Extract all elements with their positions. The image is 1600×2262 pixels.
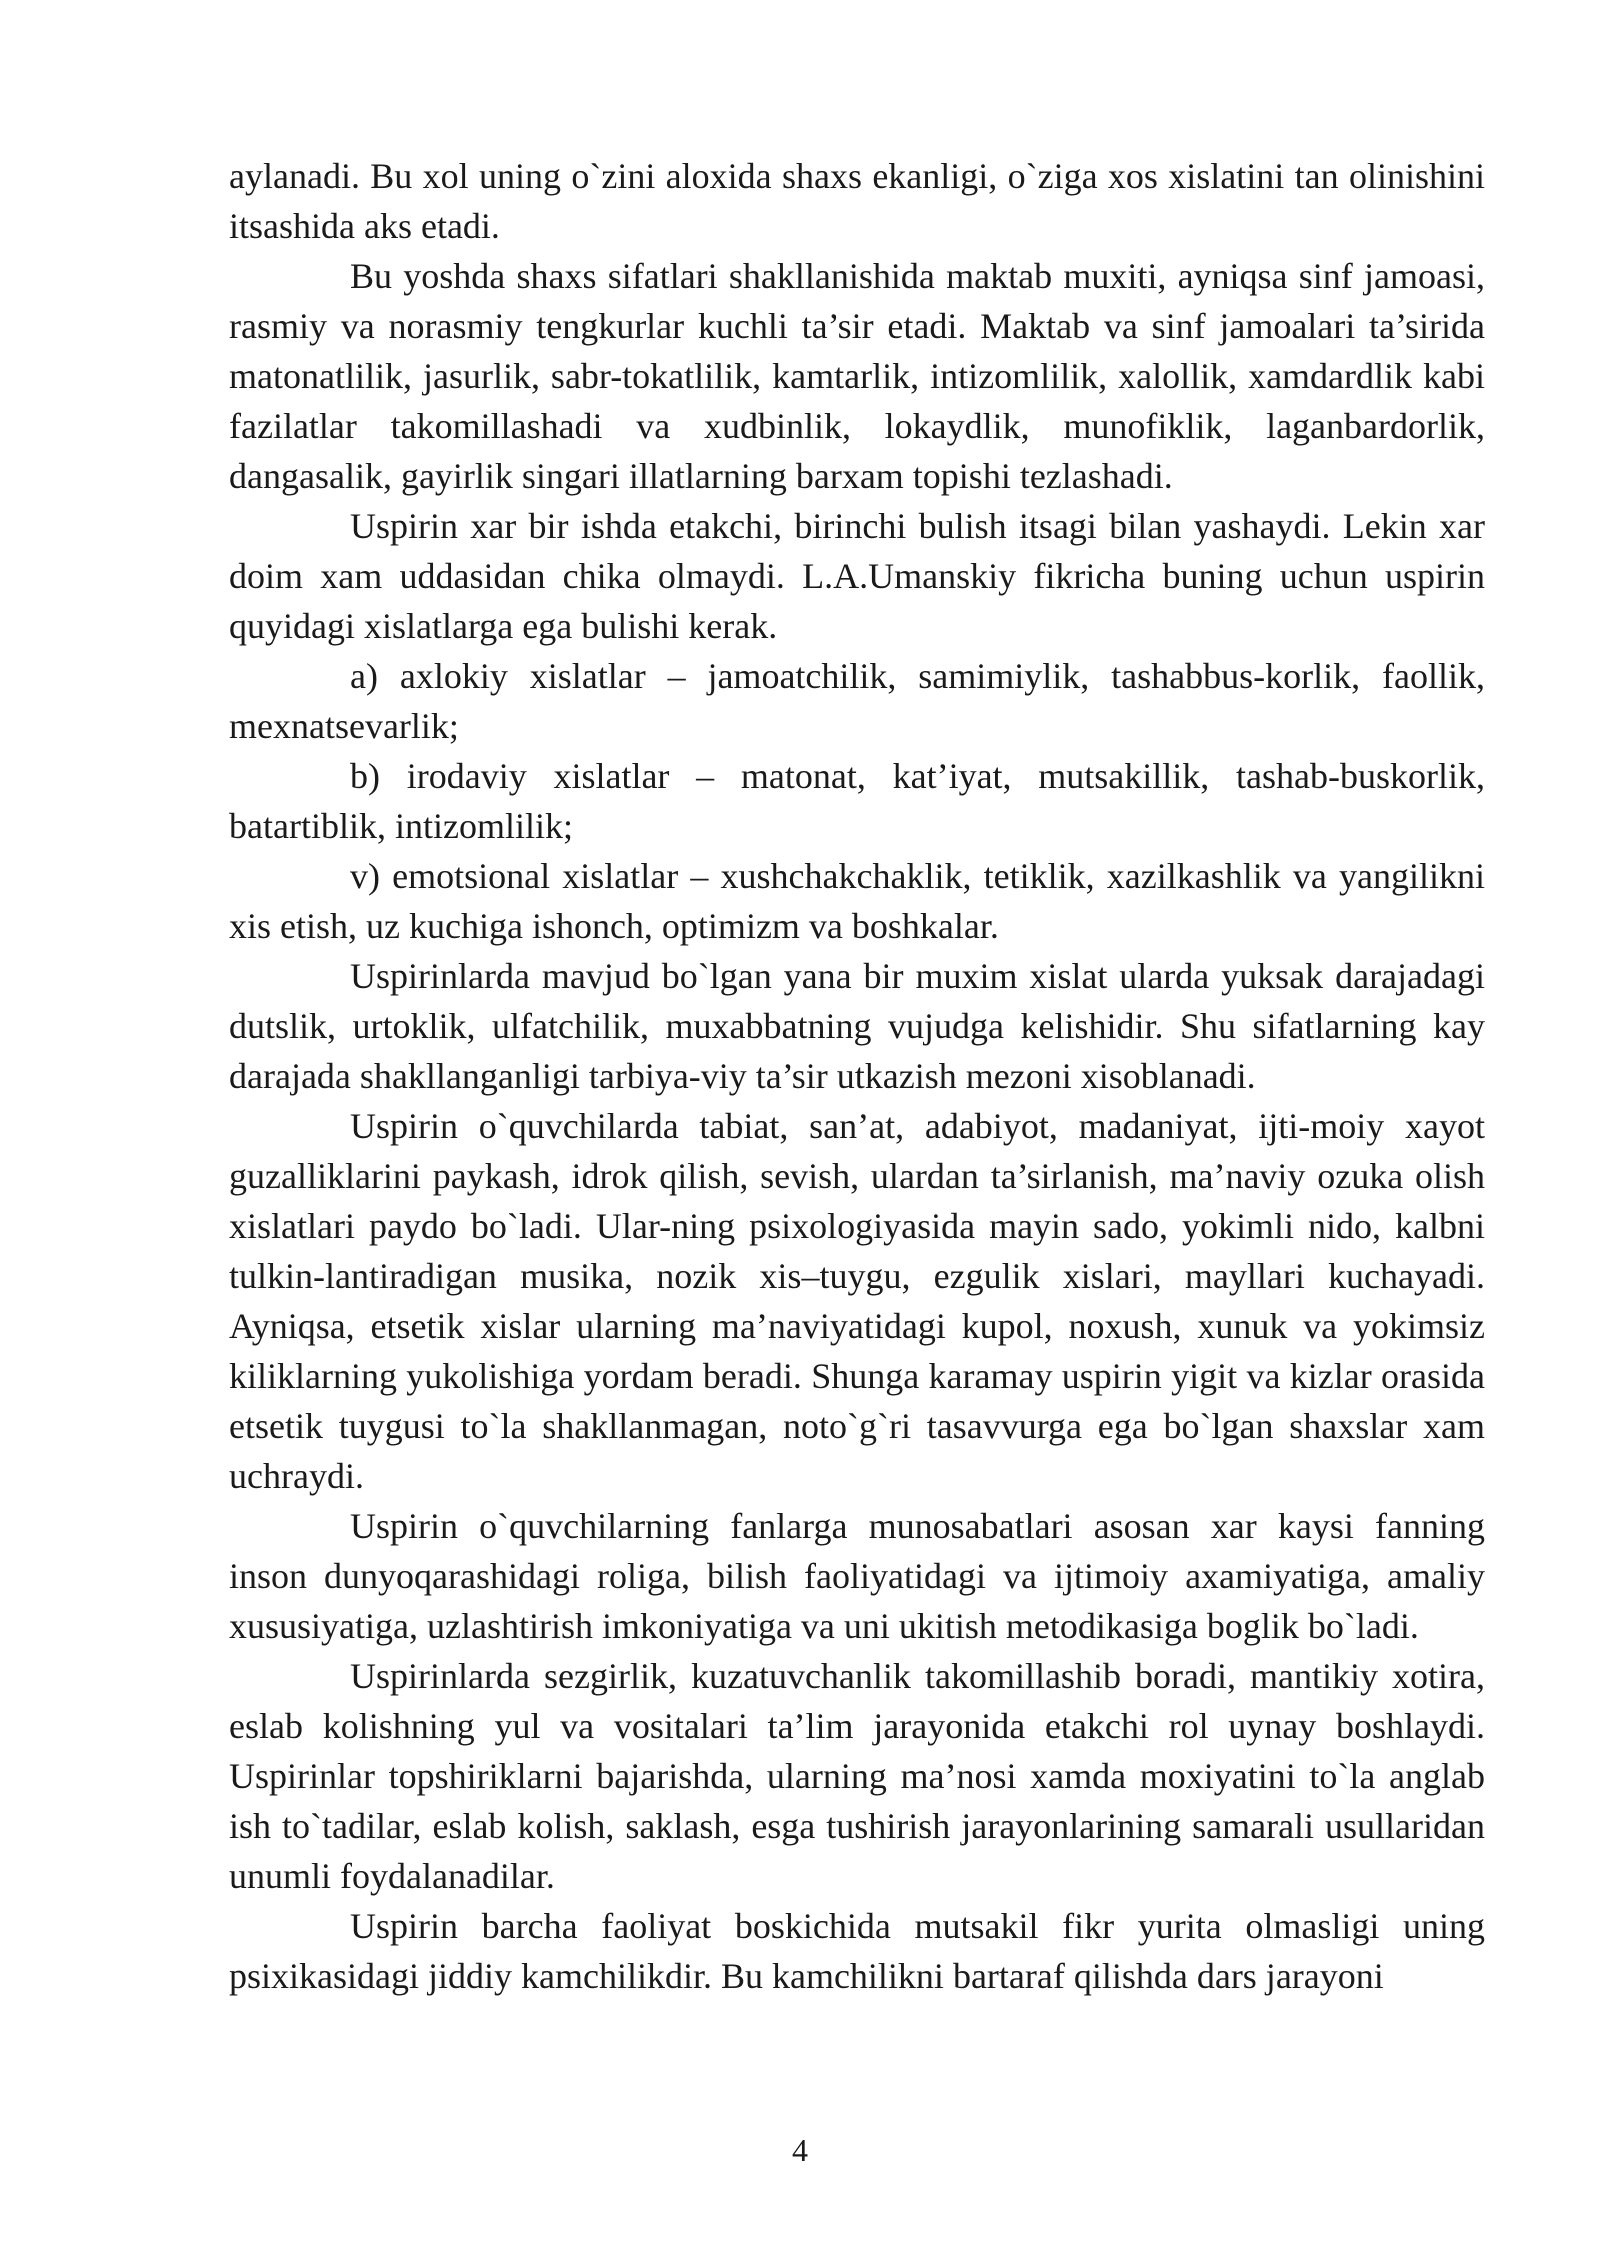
paragraph: Uspirin o`quvchilarda tabiat, san’at, adabiyot, madaniyat, ijti-moiy xayot guzalliklarini paykash, idrok qilish, sevish, ulardan ta’sirlanish, ma’naviy ozuka olish xislatlari paydo bo`ladi. Ular-ning psixologiyasida mayin sado, yokimli nido, kalbni tulkin-lantiradigan musika, nozik xis–tuygu, ezgulik xislari, mayllari kuchayadi. Ayniqsa, etsetik xislar ularning ma’naviyatidagi kupol, noxush, xunuk va yokimsiz kiliklarning yukolishiga yordam beradi. Shunga karamay uspirin yigit va kizlar orasida etsetik tuygusi to`la shakllanmagan, noto`g`ri tasavvurga ega bo`lgan shaxslar xam uchraydi.	[229, 1106, 1485, 1496]
paragraph: Uspirin o`quvchilarning fanlarga munosabatlari asosan xar kaysi fanning inson dunyoqarashidagi roliga, bilish faoliyatidagi va ijtimoiy axamiyatiga, amaliy xususiyatiga, uzlashtirish imkoniyatiga va uni ukitish metodikasiga boglik bo`ladi.	[229, 1506, 1485, 1646]
list-item-b: b) irodaviy xislatlar – matonat, kat’iyat, mutsakillik, tashab-buskorlik, batartiblik, intizomlilik;	[229, 756, 1485, 846]
paragraph-continued: aylanadi. Bu xol uning o`zini aloxida shaxs ekanligi, o`ziga xos xislatini tan olinishini itsashida aks etadi.	[229, 156, 1485, 246]
list-item-v: v) emotsional xislatlar – xushchakchaklik, tetiklik, xazilkashlik va yangilikni xis etish, uz kuchiga ishonch, optimizm va boshkalar.	[229, 856, 1485, 946]
list-item-a: a) axlokiy xislatlar – jamoatchilik, samimiylik, tashabbus-korlik, faollik, mexnatsevarlik;	[229, 656, 1485, 746]
paragraph: Uspirinlarda mavjud bo`lgan yana bir muxim xislat ularda yuksak darajadagi dutslik, urtoklik, ulfatchilik, muxabbatning vujudga kelishidir. Shu sifatlarning kay darajada shakllanganligi tarbiya-viy ta’sir utkazish mezoni xisoblanadi.	[229, 956, 1485, 1096]
paragraph: Bu yoshda shaxs sifatlari shakllanishida maktab muxiti, ayniqsa sinf jamoasi, rasmiy va norasmiy tengkurlar kuchli ta’sir etadi. Maktab va sinf jamoalari ta’sirida matonatlilik, jasurlik, sabr-tokatlilik, kamtarlik, intizomlilik, xalollik, xamdardlik kabi fazilatlar takomillashadi va xudbinlik, lokaydlik, munofiklik, laganbardorlik, dangasalik, gayirlik singari illatlarning barxam topishi tezlashadi.	[229, 256, 1485, 496]
page-number: 4	[792, 2132, 808, 2168]
paragraph: Uspirin barcha faoliyat boskichida mutsakil fikr yurita olmasligi uning psixikasidagi jiddiy kamchilikdir. Bu kamchilikni bartaraf qilishda dars jarayoni	[229, 1906, 1485, 1996]
paragraph: Uspirinlarda sezgirlik, kuzatuvchanlik takomillashib boradi, mantikiy xotira, eslab kolishning yul va vositalari ta’lim jarayonida etakchi rol uynay boshlaydi. Uspirinlar topshiriklarni bajarishda, ularning ma’nosi xamda moxiyatini to`la anglab ish to`tadilar, eslab kolish, saklash, esga tushirish jarayonlarining samarali usullaridan unumli foydalanadilar.	[229, 1656, 1485, 1896]
page-body	[229, 151, 1485, 2001]
paragraph: Uspirin xar bir ishda etakchi, birinchi bulish itsagi bilan yashaydi. Lekin xar doim xam uddasidan chika olmaydi. L.A.Umanskiy fikricha buning uchun uspirin quyidagi xislatlarga ega bulishi kerak.	[229, 506, 1485, 646]
